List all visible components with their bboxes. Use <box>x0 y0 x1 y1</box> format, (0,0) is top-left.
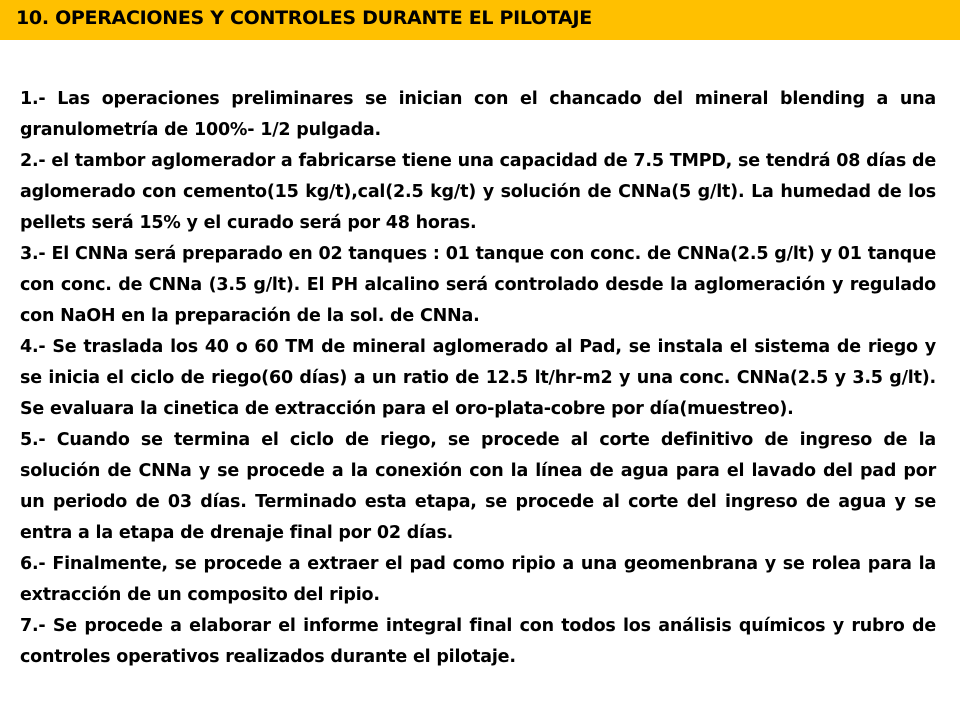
paragraph-4: 4.- Se traslada los 40 o 60 TM de mineral aglomerado al Pad, se instala el sistema de riego y se inicia el ciclo de riego(60 días) a un ratio de 12.5 lt/hr-m2 y una conc. CNNa(2.5 y 3.5 g/lt). Se evaluara la cinetica de extracción para el oro-plata-cobre por día(muestreo). <box>20 337 936 419</box>
paragraph-5: 5.- Cuando se termina el ciclo de riego, se procede al corte definitivo de ingreso de la solución de CNNa y se procede a la conexión con la línea de agua para el lavado del pad por un periodo de 03 días. Terminado esta etapa, se procede al corte del ingreso de agua y se entra a la etapa de drenaje final por 02 días. <box>20 430 936 543</box>
paragraph-6: 6.- Finalmente, se procede a extraer el pad como ripio a una geomenbrana y se rolea para la extracción de un composito del ripio. <box>20 554 936 605</box>
title-bar <box>0 0 960 40</box>
slide-title: 10. OPERACIONES Y CONTROLES DURANTE EL PILOTAJE <box>16 7 592 29</box>
paragraph-7: 7.- Se procede a elaborar el informe integral final con todos los análisis químicos y rubro de controles operativos realizados durante el pilotaje. <box>20 616 936 667</box>
slide-body <box>20 84 936 673</box>
paragraph-3: 3.- El CNNa será preparado en 02 tanques : 01 tanque con conc. de CNNa(2.5 g/lt) y 01 tanque con conc. de CNNa (3.5 g/lt). El PH alcalino será controlado desde la aglomeración y regulado con NaOH en la preparación de la sol. de CNNa. <box>20 244 936 326</box>
paragraph-2: 2.- el tambor aglomerador a fabricarse tiene una capacidad de 7.5 TMPD, se tendrá 08 días de aglomerado con cemento(15 kg/t),cal(2.5 kg/t) y solución de CNNa(5 g/lt). La humedad de los pellets será 15% y el curado será por 48 horas. <box>20 151 936 233</box>
paragraph-1: 1.- Las operaciones preliminares se inician con el chancado del mineral blending a una granulometría de 100%- 1/2 pulgada. <box>20 89 936 140</box>
